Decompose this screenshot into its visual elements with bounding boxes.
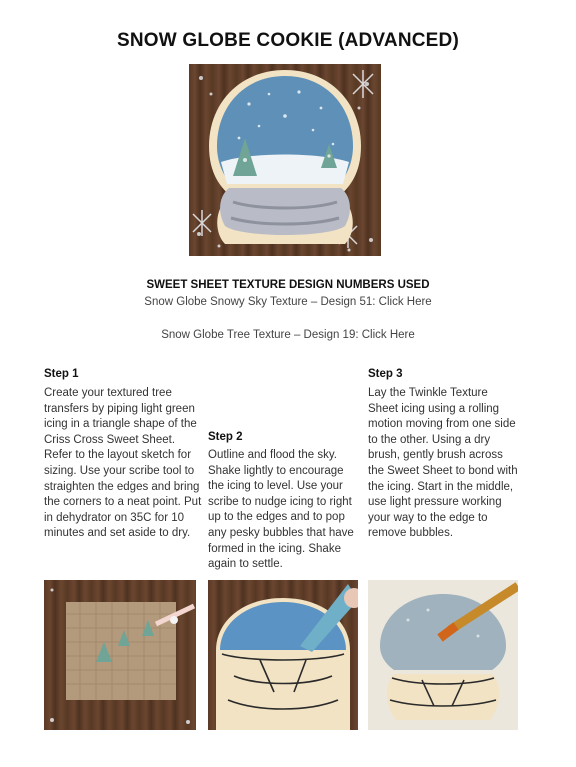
step-1-title: Step 1	[44, 368, 79, 380]
step-1-text: Create your textured tree transfers by piping light green icing in a triangle shape of the Criss Cross Sweet Sheet. Refer to the layout sketch for sizing. Use your scribe tool to straighten the edges and bring the corners to a neat point. Put in dehydrator on 35C for 10 minutes and set aside to dry.	[44, 387, 202, 540]
page-title: SNOW GLOBE COOKIE (ADVANCED)	[117, 30, 459, 51]
step-1-photo	[44, 580, 196, 730]
step-2-photo	[208, 580, 358, 730]
design-numbers-heading: SWEET SHEET TEXTURE DESIGN NUMBERS USED	[146, 279, 430, 291]
step-3-photo	[368, 580, 518, 730]
snowy-sky-texture-link[interactable]: Snow Globe Snowy Sky Texture – Design 51: Click Here	[144, 296, 432, 308]
step-2-text: Outline and flood the sky. Shake lightly to encourage the icing to level. Use your scribe to nudge icing to right up to the edges and to pop any pesky bubbles that have formed in the icing. Shake again to settle.	[208, 449, 354, 571]
snow-globe-cookie-photo	[189, 64, 381, 256]
step-2-title: Step 2	[208, 431, 243, 443]
step-3-title: Step 3	[368, 368, 403, 380]
step-3-text: Lay the Twinkle Texture Sheet icing using a rolling motion moving from one side to the other. Using a dry brush, gently brush across the Sweet Sheet to bond with the icing. Start in the middle, use light pressure working your way to the edge to remove bubbles.	[368, 387, 518, 540]
tree-texture-link[interactable]: Snow Globe Tree Texture – Design 19: Click Here	[161, 329, 415, 341]
